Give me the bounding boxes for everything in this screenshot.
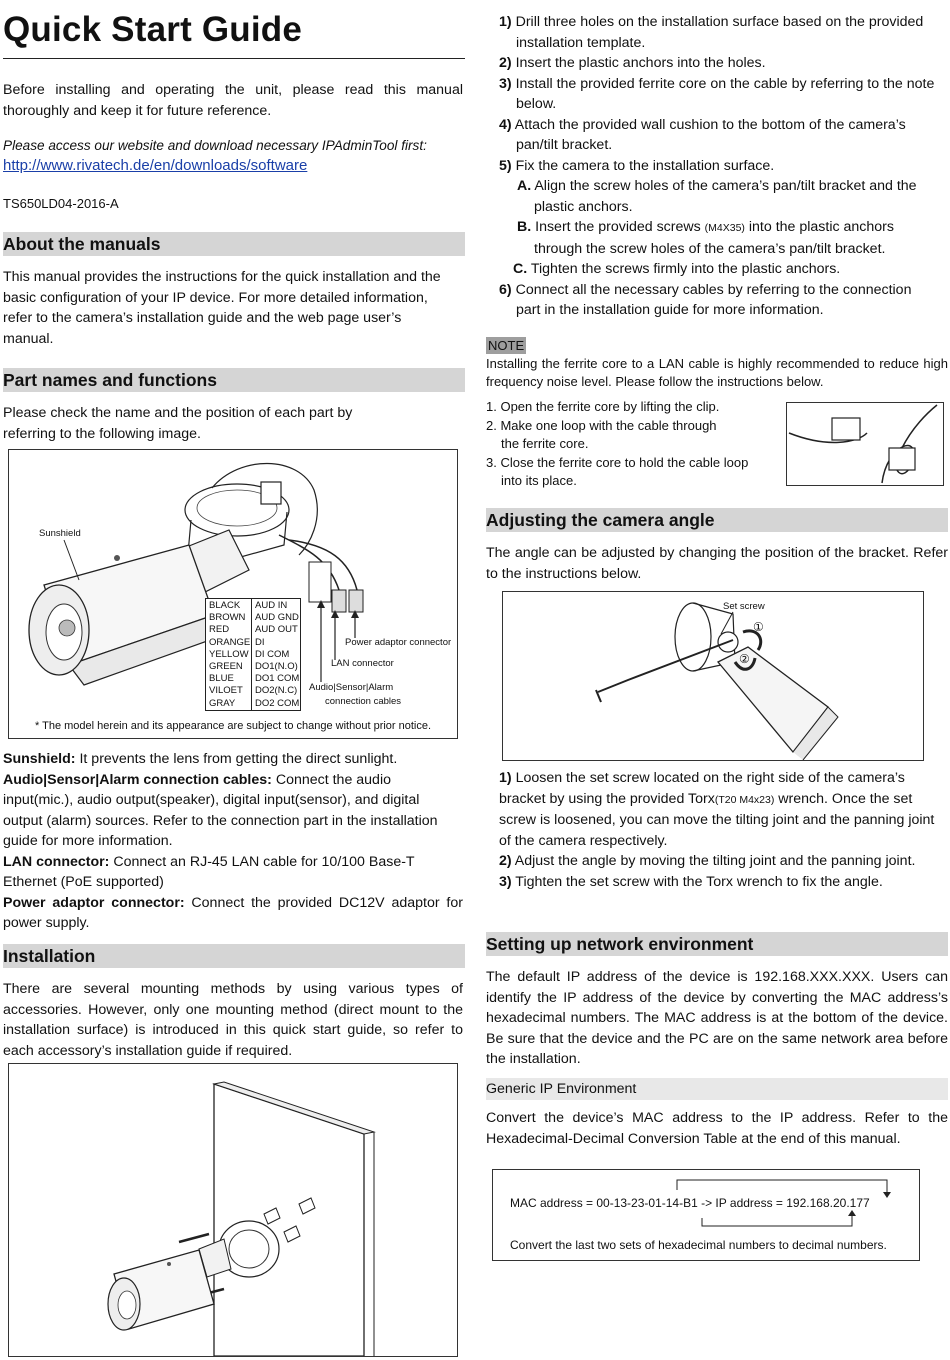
wire-color: BLUE — [209, 673, 234, 685]
generic-ip-text: Convert the device’s MAC address to the IP address. Refer to the Hexadecimal-Decimal Conversion Table at the end of this manual. — [486, 1110, 948, 1147]
substep-letter: B. — [517, 219, 532, 235]
figure-footnote: * The model herein and its appearance are subject to change without prior notice. — [35, 720, 432, 732]
step-text: Loosen the set screw located on the right side of the camera’s bracket by using the provided Torx — [499, 770, 905, 807]
wire-color: GREEN — [209, 661, 243, 673]
angle-step-2 — [499, 851, 939, 872]
step-text: Drill three holes on the installation surface based on the provided installation template. — [511, 14, 924, 51]
access-note: Please access our website and download necessary IPAdminTool first: — [3, 138, 427, 153]
wire-function: DI COM — [255, 648, 290, 660]
wire-function: DO1 COM — [255, 673, 300, 685]
step-text: Tighten the set screw with the Torx wrench to fix the angle. — [511, 873, 883, 890]
power-text: Connect the provided DC12V adaptor for power supply. — [3, 894, 463, 931]
set-screw-label: Set screw — [723, 601, 765, 612]
camera-parts-figure — [8, 449, 458, 739]
lan-term: LAN connector: — [3, 853, 110, 870]
ferrite-step-1: 1. Open the ferrite core by lifting the clip. — [486, 399, 720, 414]
ferrite-steps — [486, 398, 786, 491]
substep-text: Tighten the screws firmly into the plastic anchors. — [527, 261, 841, 277]
installation-steps — [499, 12, 939, 321]
wire-table-divider — [251, 599, 252, 710]
sunshield-term: Sunshield: — [3, 751, 76, 767]
ferrite-step-3b: into its place. — [501, 473, 577, 488]
install-step-4 — [499, 115, 939, 156]
installation-figure — [8, 1063, 458, 1357]
install-substep-a — [499, 176, 939, 217]
sunshield-label: Sunshield — [39, 528, 81, 539]
install-step-5 — [499, 156, 939, 177]
step-number: 4) — [499, 116, 512, 133]
ferrite-step-3a: 3. Close the ferrite core to hold the cable loop — [486, 454, 749, 470]
lan-desc — [3, 852, 421, 893]
substep-text: into the plastic anchors through the screw holes of the camera’s pan/tilt bracket. — [534, 219, 894, 257]
mac-example: MAC address = 00-13-23-01-14-B1 -> IP address = 192.168.20.177 — [510, 1196, 870, 1210]
wire-color: YELLOW — [209, 648, 249, 660]
step-text: Install the provided ferrite core on the cable by referring to the note below. — [511, 75, 935, 112]
cables-label-1: Audio|Sensor|Alarm — [309, 682, 394, 693]
wire-function: AUD IN — [255, 600, 288, 611]
step-text: Connect all the necessary cables by referring to the connection part in the installation guide for more information. — [511, 281, 912, 318]
part-names-text: Please check the name and the position of each part by referring to the following image. — [3, 405, 353, 442]
wire-color: RED — [209, 624, 230, 636]
note-intro: Installing the ferrite core to a LAN cable is highly recommended to reduce high frequency noise level. Please follow the instructions below. — [486, 356, 948, 389]
install-step-2 — [499, 53, 939, 74]
install-substep-b — [499, 217, 939, 259]
install-step-6 — [499, 280, 939, 321]
step-number: 5) — [499, 157, 512, 174]
installation-heading: Installation — [3, 944, 465, 968]
angle-adjust-illustration — [503, 592, 923, 760]
about-manuals-text: This manual provides the instructions for the quick installation and the basic configuration of your IP device. For more detailed information, refer to the camera’s installation guide and the web page user’s manual. — [3, 269, 441, 347]
angle-step-3 — [499, 872, 939, 893]
mac-example-box — [492, 1169, 920, 1261]
step-1-marker: ① — [753, 620, 764, 634]
substep-text: Insert the provided screws — [531, 219, 705, 235]
wrench-size: (T20 M4x23) — [714, 793, 775, 806]
step-number: 1) — [499, 770, 512, 786]
intro-text: Before installing and operating the unit, please read this manual thoroughly and keep it for future reference. — [3, 82, 463, 119]
step-number: 1) — [499, 14, 512, 30]
power-connector-label: Power adaptor connector — [345, 637, 452, 648]
wire-color: GRAY — [209, 697, 236, 709]
step-number: 3) — [499, 75, 512, 92]
wire-function: DO1(N.O) — [255, 661, 298, 673]
install-substep-c — [499, 259, 939, 280]
cables-text: Connect the audio input(mic.), audio output(speaker), digital input(sensor), and digital output (alarm) sources. Refer to the connection part in the installation guide for more information. — [3, 771, 438, 849]
wire-function: AUD GND — [255, 612, 299, 624]
step-text: Insert the plastic anchors into the holes. — [511, 55, 766, 71]
step-number: 2) — [499, 55, 512, 71]
wire-color-table — [205, 598, 301, 711]
wire-function: AUD OUT — [255, 624, 298, 636]
network-heading: Setting up network environment — [486, 932, 948, 956]
lan-text: Connect an RJ-45 LAN cable for 10/100 Base-T Ethernet (PoE supported) — [3, 853, 415, 890]
cables-term: Audio|Sensor|Alarm connection cables: — [3, 771, 272, 788]
network-text: The default IP address of the device is 192.168.XXX.XXX. Users can identify the IP address of the device by converting the MAC address’s hexadecimal numbers. The MAC address is at the bottom of the device. Be sure that the device and the PC are on the same network area before the installation. — [486, 969, 948, 1067]
step-text: Adjust the angle by moving the tilting joint and the panning joint. — [511, 853, 916, 869]
wire-color: BLACK — [209, 600, 241, 611]
substep-letter: A. — [517, 178, 532, 194]
sunshield-text: It prevents the lens from getting the direct sunlight. — [75, 751, 398, 767]
step-number: 6) — [499, 281, 512, 298]
step-text: Attach the provided wall cushion to the bottom of the camera’s pan/tilt bracket. — [511, 116, 906, 153]
camera-angle-text: The angle can be adjusted by changing the position of the bracket. Refer to the instructions below. — [486, 545, 948, 582]
step-text: Fix the camera to the installation surface. — [511, 157, 775, 174]
wire-function: DO2(N.C) — [255, 685, 298, 697]
generic-ip-heading: Generic IP Environment — [486, 1078, 948, 1100]
step-text: wrench. Once the set screw is loosened, you can move the tilting joint and the panning joint of the camera respectively. — [499, 790, 935, 849]
substep-letter: C. — [513, 261, 528, 277]
power-term: Power adaptor connector: — [3, 894, 185, 911]
sunshield-desc — [3, 749, 463, 770]
substep-text: Align the screw holes of the camera’s pan/tilt bracket and the plastic anchors. — [531, 178, 917, 215]
cables-label-2: connection cables — [325, 696, 402, 707]
install-step-1 — [499, 12, 939, 53]
title-rule — [3, 58, 465, 59]
wire-function: DO2 COM — [255, 697, 300, 709]
step-number: 2) — [499, 853, 512, 869]
part-descriptions — [3, 749, 463, 934]
angle-step-1 — [499, 768, 939, 851]
camera-angle-heading: Adjusting the camera angle — [486, 508, 948, 532]
install-step-3 — [499, 74, 939, 115]
ferrite-step-2a: 2. Make one loop with the cable through — [486, 417, 717, 433]
installation-text: There are several mounting methods by using various types of accessories. However, only one mounting method (direct mount to the installation surface) is introduced in this quick start guide, so refer to each accessory’s installation guide if required. — [3, 981, 463, 1059]
mac-example-note: Convert the last two sets of hexadecimal numbers to decimal numbers. — [510, 1238, 887, 1252]
wire-functions-list — [255, 600, 299, 710]
wall-mount-illustration — [9, 1064, 457, 1356]
note-tag: NOTE — [488, 338, 525, 353]
step-2-marker: ② — [739, 652, 750, 666]
lan-connector-label: LAN connector — [331, 658, 394, 669]
page-title: Quick Start Guide — [3, 10, 303, 49]
website-link[interactable]: http://www.rivatech.de/en/downloads/software — [3, 157, 308, 174]
step-number: 3) — [499, 873, 512, 890]
wire-color: VILOET — [209, 685, 243, 697]
wire-color: ORANGE — [209, 636, 251, 648]
document-code: TS650LD04-2016-A — [3, 196, 119, 211]
cables-desc — [3, 770, 461, 852]
part-names-heading: Part names and functions — [3, 368, 465, 392]
ferrite-core-figure — [786, 402, 944, 486]
screw-size: (M4X35) — [704, 222, 745, 234]
ferrite-core-illustration — [787, 403, 943, 485]
about-manuals-heading: About the manuals — [3, 232, 465, 256]
camera-angle-figure — [502, 591, 924, 761]
wire-color: BROWN — [209, 612, 246, 624]
ferrite-step-2b: the ferrite core. — [501, 436, 589, 451]
power-desc — [3, 893, 463, 934]
wire-colors-list — [209, 600, 250, 710]
angle-steps — [499, 768, 939, 892]
wire-function: DI — [255, 636, 265, 648]
